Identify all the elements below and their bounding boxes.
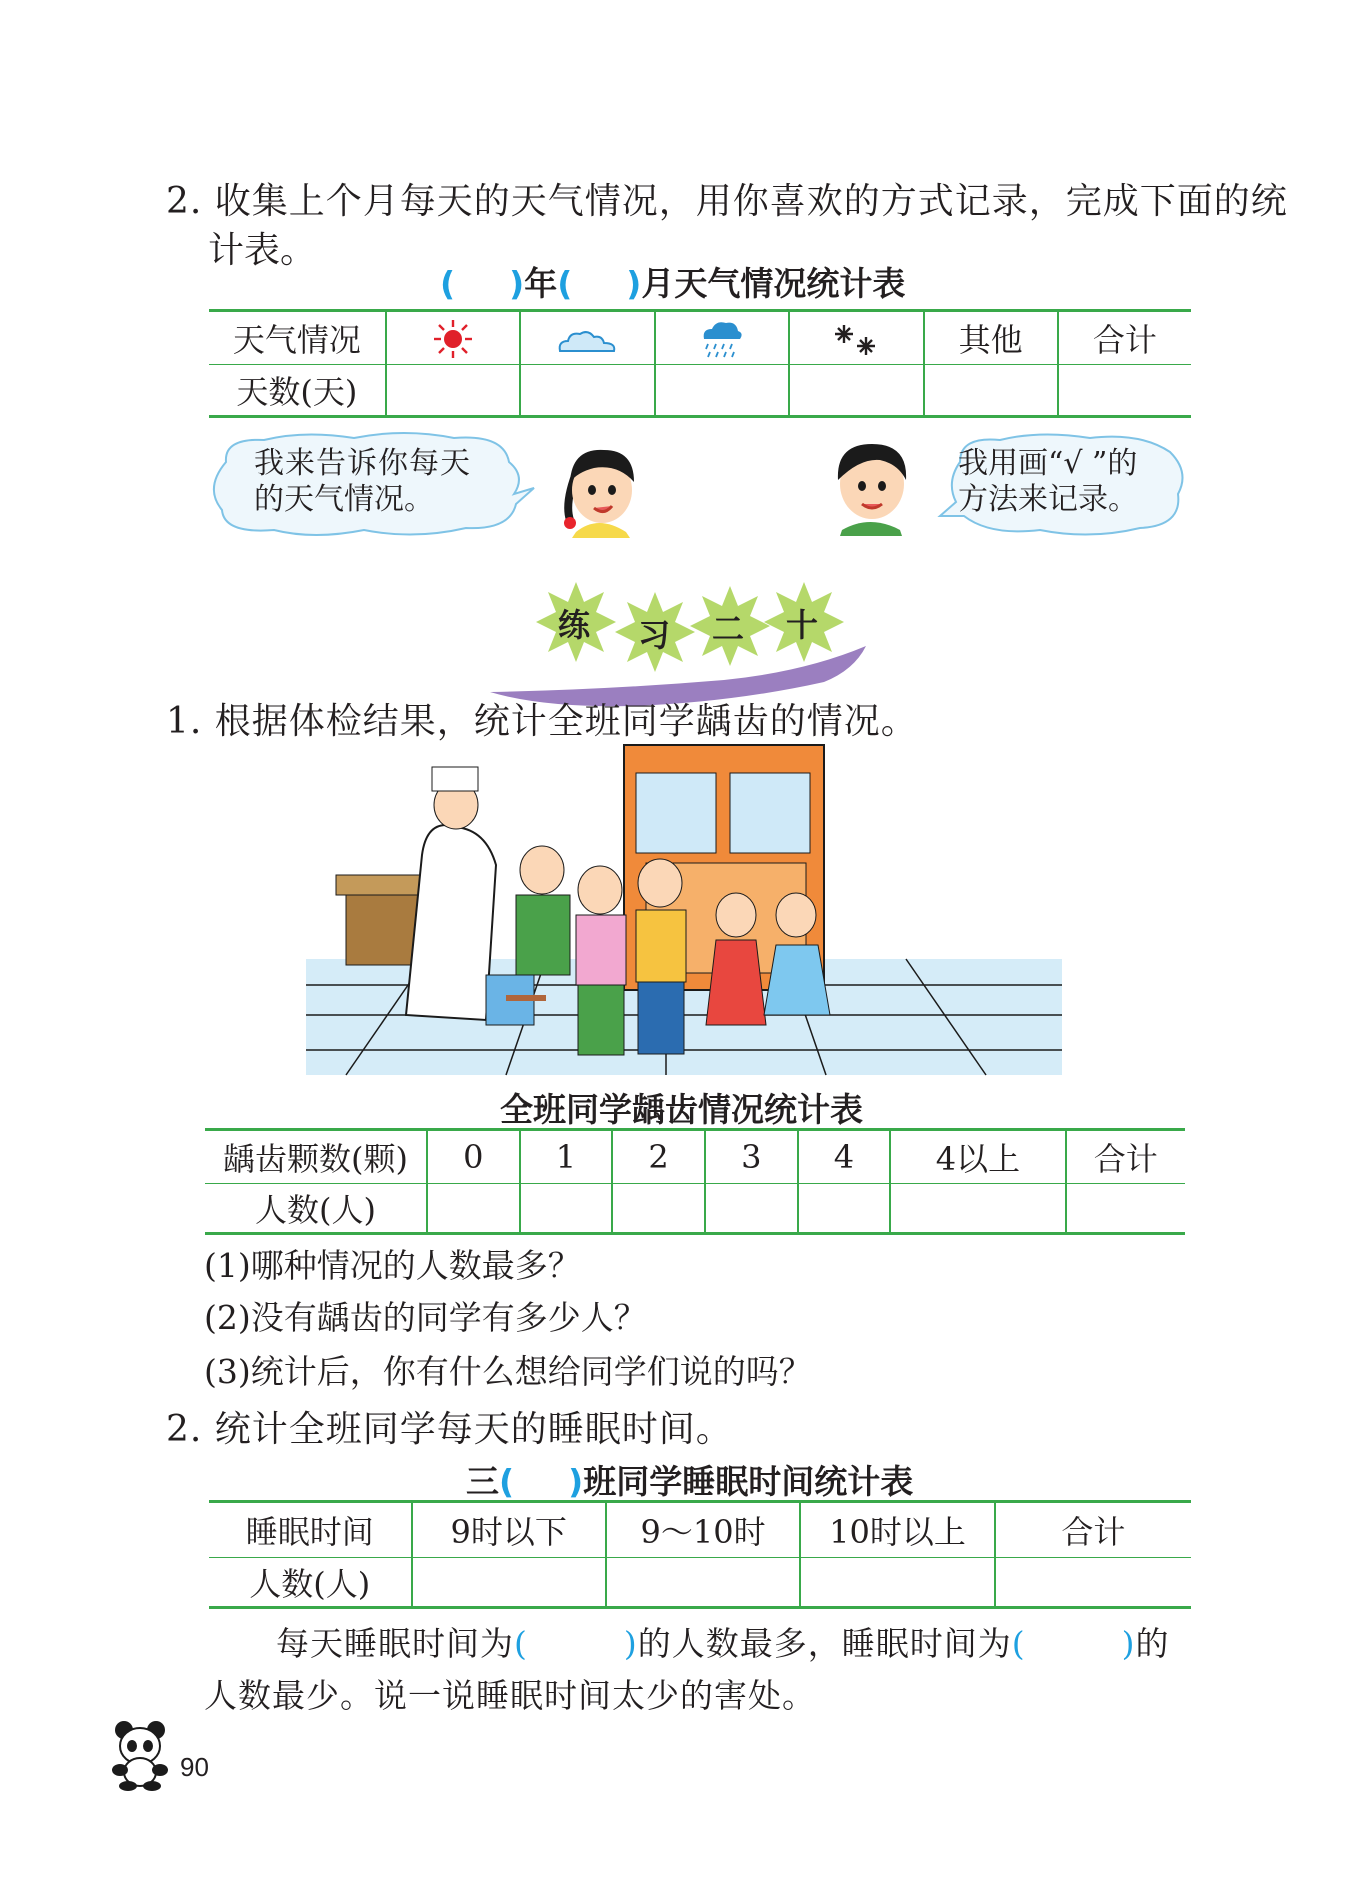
sub-question-1: (1)哪种情况的人数最多？ — [204, 1246, 581, 1285]
cavity-col-0: 0 — [427, 1130, 520, 1184]
exercise-question-2: 2. 统计全班同学每天的睡眠时间。 — [166, 1409, 733, 1450]
weather-header-label: 天气情况 — [209, 311, 386, 365]
cavity-cell[interactable] — [705, 1184, 798, 1234]
exercise-question-1: 1. 根据体检结果，统计全班同学龋齿的情况。 — [166, 701, 918, 742]
cavity-header-label: 龋齿颗数(颗) — [205, 1130, 427, 1184]
weather-cell[interactable] — [924, 365, 1058, 417]
dental-checkup-illustration — [306, 745, 1062, 1075]
sleep-cell[interactable] — [800, 1558, 994, 1608]
sleep-cell[interactable] — [606, 1558, 800, 1608]
rainy-icon — [655, 311, 789, 365]
question-2-weather-line1: 2. 收集上个月每天的天气情况，用你喜欢的方式记录，完成下面的统 — [166, 181, 1288, 222]
cavity-col-2: 2 — [612, 1130, 705, 1184]
sleep-table — [209, 1500, 1191, 1609]
fill-blank-line2: 人数最少。说一说睡眠时间太少的害处。 — [204, 1676, 816, 1715]
cloudy-icon — [520, 311, 655, 365]
banner-char-4: 十 — [786, 606, 819, 644]
cavity-cell[interactable] — [612, 1184, 705, 1234]
sunny-icon — [386, 311, 520, 365]
cavity-table — [205, 1128, 1185, 1235]
sleep-col-over-10: 10时以上 — [800, 1502, 994, 1558]
sleep-col-9-to-10: 9～10时 — [606, 1502, 800, 1558]
cavity-row-label: 人数(人) — [205, 1184, 427, 1234]
boy-character — [820, 424, 920, 534]
weather-table-title: ( )年( )月天气情况统计表 — [440, 264, 906, 303]
sleep-cell[interactable] — [412, 1558, 606, 1608]
cavity-table-title: 全班同学龋齿情况统计表 — [500, 1090, 863, 1129]
weather-cell[interactable] — [386, 365, 520, 417]
cavity-cell[interactable] — [890, 1184, 1065, 1234]
page-number: 90 — [180, 1752, 209, 1782]
fill-blank-line1: 每天睡眠时间为( )的人数最多，睡眠时间为( )的 — [276, 1624, 1170, 1663]
sleep-header-label: 睡眠时间 — [209, 1502, 412, 1558]
boy-speech-bubble: 我用画“√ ”的 方法来记录。 — [958, 446, 1138, 517]
sub-question-2: (2)没有龋齿的同学有多少人？ — [204, 1298, 647, 1337]
sub-question-3: (3)统计后，你有什么想给同学们说的吗？ — [204, 1352, 812, 1391]
weather-total: 合计 — [1058, 311, 1191, 365]
cavity-col-1: 1 — [520, 1130, 613, 1184]
weather-other: 其他 — [924, 311, 1058, 365]
sleep-row-label: 人数(人) — [209, 1558, 412, 1608]
girl-speech-bubble: 我来告诉你每天 的天气情况。 — [254, 446, 471, 517]
panda-icon — [110, 1720, 170, 1790]
weather-row-label: 天数(天) — [209, 365, 386, 417]
snowy-icon — [789, 311, 923, 365]
sleep-col-total: 合计 — [995, 1502, 1191, 1558]
cavity-col-total: 合计 — [1066, 1130, 1185, 1184]
weather-cell[interactable] — [655, 365, 789, 417]
weather-cell[interactable] — [1058, 365, 1191, 417]
question-2-weather-line2: 计表。 — [208, 230, 317, 271]
cavity-col-4: 4 — [798, 1130, 891, 1184]
cavity-cell[interactable] — [427, 1184, 520, 1234]
banner-char-3: 二 — [712, 610, 745, 648]
cavity-col-more-than-4: 4以上 — [890, 1130, 1065, 1184]
cavity-cell[interactable] — [1066, 1184, 1185, 1234]
cavity-col-3: 3 — [705, 1130, 798, 1184]
weather-cell[interactable] — [520, 365, 655, 417]
banner-char-2: 习 — [638, 616, 671, 654]
weather-table — [209, 309, 1191, 418]
sleep-table-title: 三( )班同学睡眠时间统计表 — [466, 1462, 914, 1501]
sleep-cell[interactable] — [995, 1558, 1191, 1608]
cavity-cell[interactable] — [520, 1184, 613, 1234]
cavity-cell[interactable] — [798, 1184, 891, 1234]
girl-character — [548, 428, 648, 538]
banner-char-1: 练 — [558, 606, 591, 644]
weather-cell[interactable] — [789, 365, 923, 417]
sleep-col-under-9: 9时以下 — [412, 1502, 606, 1558]
